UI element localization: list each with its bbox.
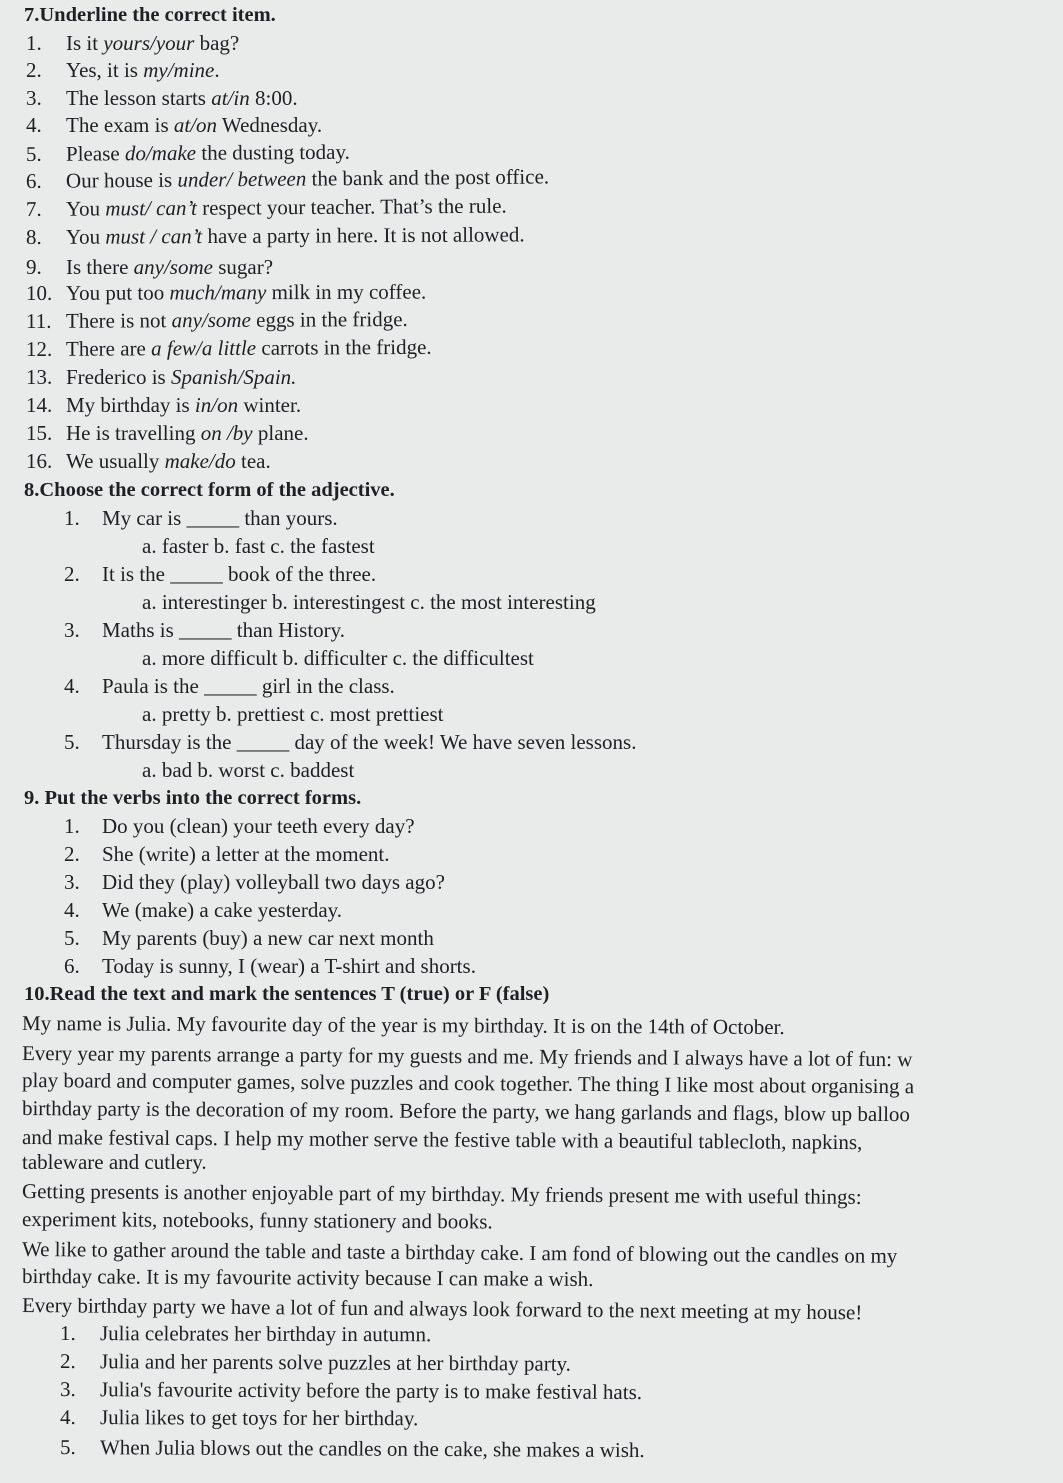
item-number: 1. bbox=[26, 31, 42, 55]
section7-title: 7.Underline the correct item. bbox=[24, 4, 276, 26]
item-text: The exam is bbox=[66, 113, 174, 137]
item-options: much/many bbox=[169, 280, 267, 305]
item-number: 10. bbox=[25, 280, 53, 305]
exercise7-item bbox=[26, 163, 549, 194]
exercise8-question bbox=[64, 673, 395, 699]
section10-heading bbox=[24, 981, 549, 1007]
item-options: any/some bbox=[171, 307, 251, 333]
item-text: Is there bbox=[66, 255, 134, 279]
question-text: Thursday is the _____ day of the week! We have seven lessons. bbox=[102, 730, 637, 754]
item-text-end: milk in my coffee. bbox=[266, 279, 427, 305]
item-number: 1. bbox=[59, 1321, 76, 1346]
item-text-end: carrots in the fridge. bbox=[256, 334, 432, 360]
item-number: 2. bbox=[64, 562, 80, 586]
item-options: yours/your bbox=[103, 31, 195, 55]
reading-text-line bbox=[22, 1206, 493, 1234]
exercise8-question bbox=[64, 505, 338, 531]
exercise10-statement bbox=[60, 1434, 645, 1463]
item-text: Frederico is bbox=[66, 365, 171, 389]
item-text: He is travelling bbox=[66, 421, 201, 445]
item-number: 1. bbox=[64, 506, 80, 530]
reading-text-line bbox=[22, 1263, 594, 1292]
item-text: Today is sunny, I (wear) a T-shirt and shorts. bbox=[102, 954, 476, 978]
statement-text: Julia's favourite activity before the party is to make festival hats. bbox=[99, 1377, 643, 1405]
item-text-end: plane. bbox=[252, 421, 309, 445]
exercise7-item bbox=[26, 139, 350, 167]
item-text-end: eggs in the fridge. bbox=[250, 307, 408, 332]
reading-text-line bbox=[22, 1095, 910, 1127]
item-options: at/on bbox=[173, 113, 218, 137]
item-options: under/ between bbox=[177, 166, 307, 192]
exercise7-item bbox=[26, 334, 432, 362]
statement-text: When Julia blows out the candles on the cake, she makes a wish. bbox=[99, 1435, 645, 1463]
item-text: Is it bbox=[66, 31, 104, 55]
exercise9-item bbox=[64, 925, 434, 951]
reading-text-line bbox=[22, 1010, 785, 1040]
exercise8-options bbox=[142, 757, 354, 783]
exercise8-options bbox=[142, 589, 596, 615]
item-number: 2. bbox=[64, 842, 80, 866]
item-number: 9. bbox=[26, 255, 42, 279]
item-number: 16. bbox=[26, 449, 53, 473]
item-number: 5. bbox=[59, 1435, 76, 1460]
section9-heading bbox=[24, 785, 361, 811]
item-options: do/make bbox=[124, 140, 197, 166]
item-text-end: . bbox=[214, 58, 220, 82]
item-text: My parents (buy) a new car next month bbox=[102, 926, 434, 950]
item-number: 4. bbox=[59, 1405, 76, 1430]
exercise7-item bbox=[26, 420, 309, 446]
item-text-end: winter. bbox=[238, 393, 302, 417]
reading-text: tableware and cutlery. bbox=[22, 1150, 207, 1174]
item-options: on /by bbox=[200, 421, 253, 445]
item-text-end: sugar? bbox=[212, 255, 274, 279]
answer-options: a. pretty b. prettiest c. most prettiest bbox=[142, 702, 444, 726]
exercise9-item bbox=[64, 953, 476, 979]
item-text: The lesson starts bbox=[66, 86, 212, 110]
reading-text: play board and computer games, solve puzzles and cook together. The thing I like most about organising a bbox=[21, 1068, 915, 1099]
item-number: 4. bbox=[64, 898, 80, 922]
item-number: 5. bbox=[64, 730, 80, 754]
item-options: make/do bbox=[164, 449, 236, 473]
item-number: 4. bbox=[26, 113, 42, 137]
item-text: Please bbox=[65, 141, 125, 166]
exercise7-item bbox=[26, 364, 296, 390]
item-options: Spanish/Spain. bbox=[170, 365, 297, 389]
item-options: at/in bbox=[211, 86, 250, 110]
item-number: 3. bbox=[26, 86, 42, 110]
answer-options: a. interestinger b. interestingest c. the most interesting bbox=[142, 590, 596, 614]
item-number: 13. bbox=[26, 365, 53, 389]
item-text: There are bbox=[65, 336, 152, 361]
item-text: We usually bbox=[66, 449, 165, 473]
item-number: 3. bbox=[59, 1377, 76, 1402]
item-number: 14. bbox=[26, 393, 53, 417]
item-options: in/on bbox=[194, 393, 239, 417]
exercise10-statement bbox=[60, 1320, 431, 1347]
item-number: 1. bbox=[64, 814, 80, 838]
item-text-end: the bank and the post office. bbox=[306, 164, 550, 191]
item-number: 6. bbox=[64, 954, 80, 978]
reading-text: and make festival caps. I help my mother serve the festive table with a beautiful tablecloth, napkins, bbox=[21, 1125, 863, 1155]
reading-text: We like to gather around the table and taste a birthday cake. I am fond of blowing out the candles on my bbox=[21, 1237, 898, 1268]
exercise8-question bbox=[64, 729, 636, 755]
item-number: 8. bbox=[25, 224, 42, 249]
answer-options: a. bad b. worst c. baddest bbox=[142, 758, 355, 782]
item-options: a few/a little bbox=[151, 335, 257, 361]
item-number: 3. bbox=[64, 618, 80, 642]
exercise7-item bbox=[26, 85, 298, 111]
item-text: Our house is bbox=[65, 167, 178, 193]
item-text-end: Wednesday. bbox=[217, 113, 323, 137]
exercise10-statement bbox=[60, 1404, 418, 1431]
item-number: 5. bbox=[64, 926, 80, 950]
exercise7-item bbox=[26, 392, 301, 418]
item-number: 6. bbox=[25, 168, 42, 193]
item-text: There is not bbox=[65, 308, 172, 333]
item-text: Yes, it is bbox=[66, 58, 144, 82]
exercise8-question bbox=[64, 561, 376, 587]
question-text: Paula is the _____ girl in the class. bbox=[102, 674, 395, 698]
exercise9-item bbox=[64, 813, 415, 839]
item-number: 11. bbox=[25, 308, 52, 333]
item-options: my/mine bbox=[143, 58, 215, 82]
exercise7-item bbox=[26, 306, 408, 334]
item-text-end: have a party in here. It is not allowed. bbox=[202, 222, 525, 249]
answer-options: a. faster b. fast c. the fastest bbox=[142, 534, 375, 558]
reading-text: Getting presents is another enjoyable part of my birthday. My friends present me with useful things: bbox=[21, 1179, 862, 1209]
exercise7-item bbox=[26, 30, 239, 56]
reading-text: Every year my parents arrange a party for my guests and me. My friends and I always have a lot of fun: w bbox=[21, 1041, 913, 1072]
exercise9-item bbox=[64, 869, 445, 895]
item-text: She (write) a letter at the moment. bbox=[102, 842, 390, 866]
section8-heading bbox=[24, 477, 395, 503]
exercise7-item bbox=[26, 193, 507, 222]
exercise8-options bbox=[142, 701, 444, 727]
item-text: You bbox=[65, 224, 106, 249]
exercise7-item bbox=[26, 279, 426, 306]
section10-title: 10.Read the text and mark the sentences T (true) or F (false) bbox=[24, 983, 550, 1005]
exercise8-options bbox=[142, 645, 534, 671]
item-number: 7. bbox=[25, 196, 42, 221]
reading-text: birthday party is the decoration of my room. Before the party, we hang garlands and flags, blow up balloo bbox=[21, 1096, 911, 1127]
item-text: We (make) a cake yesterday. bbox=[102, 898, 343, 922]
item-number: 15. bbox=[26, 421, 53, 445]
item-number: 5. bbox=[25, 141, 42, 166]
item-number: 2. bbox=[26, 58, 42, 82]
statement-text: Julia celebrates her birthday in autumn. bbox=[99, 1321, 432, 1347]
item-text: My birthday is bbox=[66, 393, 195, 417]
reading-text-line bbox=[22, 1178, 862, 1210]
item-text: You put too bbox=[65, 280, 170, 305]
statement-text: Julia and her parents solve puzzles at her birthday party. bbox=[99, 1349, 572, 1376]
exercise7-item bbox=[26, 448, 271, 474]
reading-text-line bbox=[22, 1149, 207, 1175]
item-options: must / can’t bbox=[105, 224, 203, 249]
exercise7-item bbox=[26, 221, 525, 250]
exercise10-statement bbox=[60, 1376, 642, 1405]
question-text: My car is _____ than yours. bbox=[102, 506, 338, 530]
item-text-end: bag? bbox=[194, 31, 240, 55]
reading-text: experiment kits, notebooks, funny stationery and books. bbox=[21, 1207, 493, 1234]
reading-text: My name is Julia. My favourite day of the year is my birthday. It is on the 14th of October. bbox=[21, 1011, 785, 1039]
question-text: Maths is _____ than History. bbox=[102, 618, 346, 642]
item-options: must/ can’t bbox=[105, 195, 197, 221]
answer-options: a. more difficult b. difficulter c. the difficultest bbox=[142, 646, 534, 670]
exercise9-item bbox=[64, 841, 389, 867]
section9-title: 9. Put the verbs into the correct forms. bbox=[24, 787, 362, 809]
statement-text: Julia likes to get toys for her birthday. bbox=[99, 1405, 419, 1431]
item-number: 3. bbox=[64, 870, 80, 894]
section7-heading bbox=[24, 2, 276, 28]
section8-title: 8.Choose the correct form of the adjective. bbox=[24, 479, 395, 501]
item-number: 4. bbox=[64, 674, 80, 698]
reading-text: Every birthday party we have a lot of fun and always look forward to the next meeting at my house! bbox=[21, 1293, 863, 1325]
reading-text-line bbox=[22, 1067, 914, 1099]
item-number: 2. bbox=[59, 1349, 76, 1374]
item-options: any/some bbox=[133, 255, 213, 279]
item-text-end: the dusting today. bbox=[195, 139, 350, 165]
exercise9-item bbox=[64, 897, 342, 923]
item-text-end: 8:00. bbox=[249, 86, 298, 110]
exercise7-item bbox=[26, 57, 220, 83]
item-text-end: respect your teacher. That’s the rule. bbox=[196, 193, 507, 220]
item-text: Did they (play) volleyball two days ago? bbox=[102, 870, 445, 894]
item-number: 12. bbox=[25, 336, 53, 361]
item-text: Do you (clean) your teeth every day? bbox=[102, 814, 415, 838]
exercise8-options bbox=[142, 533, 375, 559]
exercise7-item bbox=[26, 112, 322, 138]
exercise7-item bbox=[26, 254, 273, 280]
exercise8-question bbox=[64, 617, 345, 643]
reading-text: birthday cake. It is my favourite activity because I can make a wish. bbox=[21, 1264, 594, 1291]
item-text-end: tea. bbox=[235, 449, 271, 473]
question-text: It is the _____ book of the three. bbox=[102, 562, 377, 586]
item-text: You bbox=[65, 196, 106, 221]
exercise10-statement bbox=[60, 1348, 571, 1377]
